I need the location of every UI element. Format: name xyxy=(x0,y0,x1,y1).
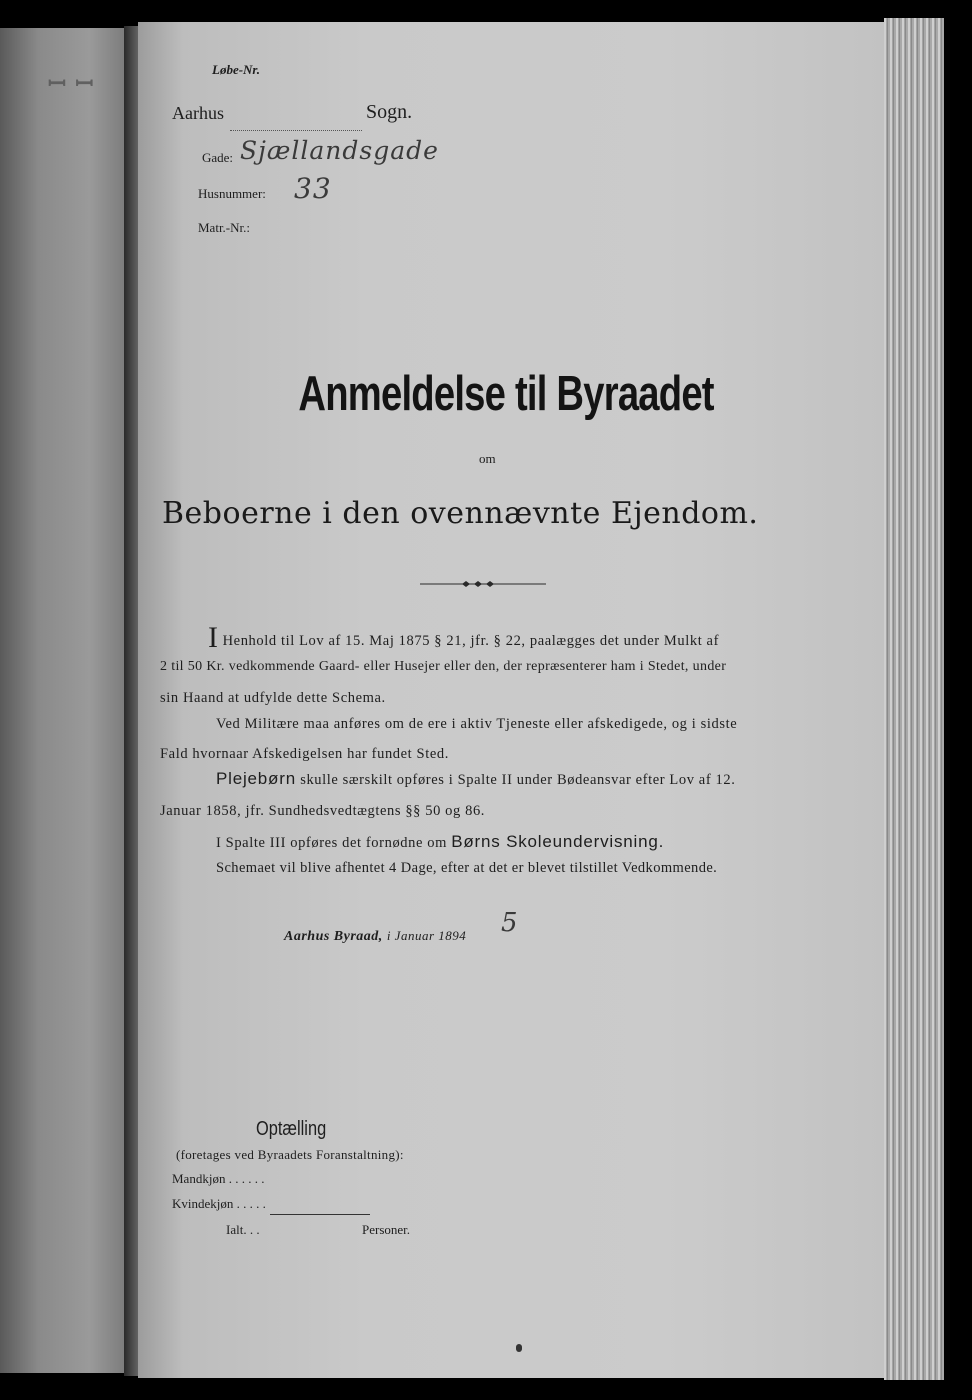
husnummer-value: 33 xyxy=(294,172,332,205)
paragraph-1-line-3: sin Haand at udfylde dette Schema. xyxy=(160,690,386,706)
count-note: (foretages ved Byraadets Foranstaltning): xyxy=(176,1147,404,1162)
borns-skoleundervisning-lead: Børns Skoleundervisning. xyxy=(451,832,665,851)
parish-dotted-line xyxy=(230,118,362,136)
total-underline xyxy=(270,1214,370,1215)
husnummer-label: Husnummer: xyxy=(198,186,266,201)
title-connector: om xyxy=(479,451,496,466)
paragraph-1-text: Henhold til Lov af 15. Maj 1875 § 21, jfr. § 22, paalægges det under Mulkt af xyxy=(222,633,720,649)
signoff-date: i Januar 1894 xyxy=(386,928,467,943)
paragraph-1-line-2: 2 til 50 Kr. vedkommende Gaard- eller Husejer eller den, der repræsenterer ham i Stedet, under xyxy=(160,659,727,674)
gade-value: Sjællandsgade xyxy=(240,136,439,165)
left-page-bleed-mark: ꟷ ꟷ xyxy=(48,71,96,96)
persons-label: Personer. xyxy=(362,1222,411,1237)
signoff-line xyxy=(284,928,466,945)
paragraph-3-line-2: Januar 1858, jfr. Sundhedsvedtægtens §§ 50 og 86. xyxy=(160,803,486,819)
plejeborn-lead: Plejebørn xyxy=(216,769,296,788)
ornament-divider xyxy=(420,580,546,588)
document-title: Anmeldelse til Byraadet xyxy=(298,367,714,421)
paragraph-2-line-2: Fald hvornaar Afskedigelsen har fundet Sted. xyxy=(160,746,449,762)
gade-label: Gade: xyxy=(202,150,234,165)
matr-nr-label: Matr.-Nr.: xyxy=(198,220,250,235)
male-count-label: Mandkjøn . . . . . . xyxy=(172,1171,265,1186)
paragraph-1-line-1 xyxy=(208,621,720,654)
paragraph-2-line-1: Ved Militære maa anføres om de ere i aktiv Tjeneste eller afskedigede, og i sidste xyxy=(216,716,738,732)
paragraph-3-text: skulle særskilt opføres i Spalte II under Bødeansvar efter Lov af 12. xyxy=(300,772,736,788)
parish-name: Aarhus xyxy=(172,103,224,123)
count-heading: Optælling xyxy=(256,1118,327,1140)
paragraph-4 xyxy=(216,832,664,852)
female-count-label: Kvindekjøn . . . . . xyxy=(172,1196,266,1211)
paragraph-5: Schemaet vil blive afhentet 4 Dage, efter at det er blevet tilstillet Vedkommende. xyxy=(216,860,718,876)
page-edge-stack xyxy=(884,18,944,1380)
left-page xyxy=(0,28,128,1373)
lobe-nr-label: Løbe-Nr. xyxy=(212,62,261,77)
handwritten-year-correction: 5 xyxy=(501,908,518,938)
parish-label: Sogn. xyxy=(366,101,413,123)
total-label: Ialt. . . xyxy=(226,1222,260,1237)
paragraph-3-line-1 xyxy=(216,769,735,789)
paragraph-4-text: I Spalte III opføres det fornødne om xyxy=(216,835,447,851)
document-subtitle: Beboerne i den ovennævnte Ejendom. xyxy=(162,496,759,531)
signoff-body: Aarhus Byraad, xyxy=(284,929,383,944)
ink-speck xyxy=(516,1344,522,1352)
paragraph-initial: I xyxy=(208,621,219,654)
